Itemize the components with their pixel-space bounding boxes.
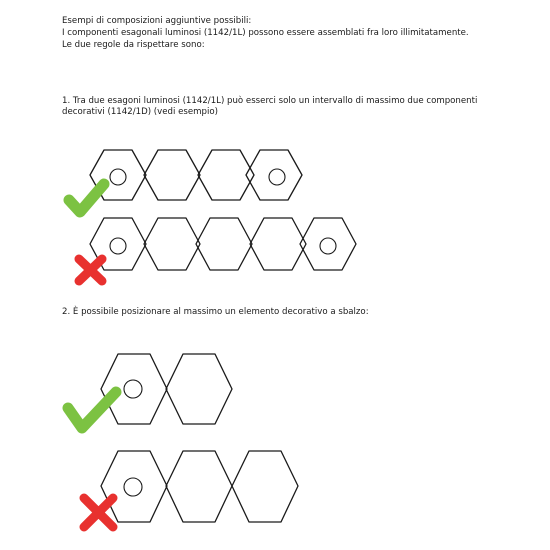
intro-line-1: Esempi di composizioni aggiuntive possibili: [62,16,252,26]
hex-decorativo [166,451,232,522]
intro-line-3: Le due regole da rispettare sono: [62,40,205,50]
led-circle [124,478,142,496]
hex-luminoso [101,451,167,522]
hex-decorativo [232,451,298,522]
cross-icon [84,498,113,527]
rule-1-text: 1. Tra due esagoni luminosi (1142/1L) può esserci solo un intervallo di massimo due componenti decorativi (1142/1D) (vedi esempio) [62,96,478,117]
intro-line-2: I componenti esagonali luminosi (1142/1L) possono essere assemblati fra loro illimitatamente. [62,28,469,38]
rule-2-text: 2. È possibile posizionare al massimo un elemento decorativo a sbalzo: [62,307,369,317]
hex-row [101,451,298,522]
